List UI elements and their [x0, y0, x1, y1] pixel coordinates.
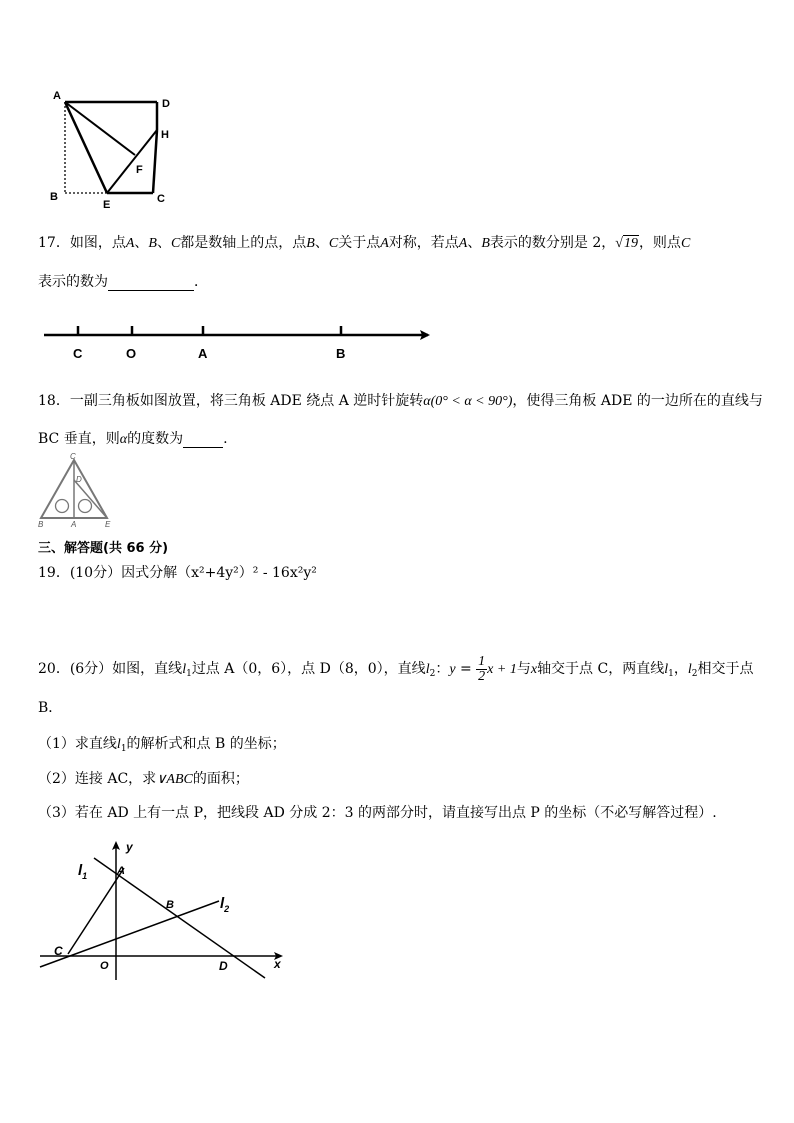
q17-line1: 17．如图，点A、B、C都是数轴上的点，点B、C关于点A对称，若点A、B表示的数分别是 2，√19，则点C: [38, 235, 691, 251]
tri-label-e: E: [105, 520, 111, 529]
fraction-one-half: $\frac{1}{2}$: [478, 653, 486, 684]
fig-label-d: D: [219, 959, 228, 973]
coordinate-figure: [36, 838, 296, 988]
label-b: B: [50, 191, 58, 203]
fig-label-l2: $l_2$: [220, 895, 230, 914]
square-figure: [40, 85, 190, 210]
q18-line2: BC 垂直，则α的度数为 .: [38, 431, 228, 447]
fig-label-c: C: [54, 944, 63, 958]
tri-label-b: B: [38, 520, 44, 529]
axis-label-o: O: [126, 346, 137, 361]
section-3-title: 三、解答题(共 66 分): [38, 541, 169, 556]
tri-label-a: A: [71, 520, 77, 529]
label-e: E: [103, 199, 111, 210]
label-a: A: [53, 90, 61, 102]
q20-sub3: （3）若在 AD 上有一点 P，把线段 AD 分成 2：3 的两部分时，请直接写出点 P 的坐标（不必写解答过程）.: [38, 805, 717, 821]
fig-label-l1: $l_1$: [78, 862, 88, 881]
fig-label-o: O: [100, 960, 109, 972]
axis-label-c: C: [73, 346, 83, 361]
q19-text: 19．(10分）因式分解（x²+4y²）² - 16x²y²: [38, 565, 317, 581]
tri-label-c: C: [70, 452, 76, 461]
axis-label-b: B: [336, 346, 346, 361]
set-square-figure: [36, 452, 120, 532]
answer-blank-17[interactable]: [108, 274, 194, 291]
fig-label-a: A: [117, 865, 125, 877]
label-h: H: [161, 129, 169, 141]
axis-label-a: A: [198, 346, 208, 361]
label-d: D: [162, 98, 170, 110]
tri-label-d: D: [76, 475, 82, 484]
sqrt-19: √19: [615, 236, 638, 251]
q17-line2: 表示的数为 ．: [38, 274, 208, 290]
number-line: [40, 318, 440, 364]
answer-blank-18[interactable]: [183, 431, 223, 448]
label-c: C: [157, 193, 165, 205]
q20-line2: B．: [38, 700, 63, 716]
q18-line1: 18．一副三角板如图放置，将三角板 ADE 绕点 A 逆时针旋转α(0° < α < 90°)，使得三角板 ADE 的一边所在的直线与: [38, 393, 763, 409]
fig-label-y: y: [126, 840, 133, 854]
q20-sub2: （2）连接 AC，求∨ABC的面积；: [38, 771, 249, 787]
label-f: F: [136, 164, 143, 176]
fig-label-b: B: [166, 899, 174, 911]
q20-line1: 20．(6分）如图，直线$l_1$过点 A（0，6），点 D（8，0），直线$l_2$：y = $\frac{1}{2}$ x + 1与x轴交于点 C，两直线$l_1$，$l_2$相交于点: [38, 653, 754, 684]
fig-label-x: x: [274, 957, 281, 971]
q20-sub1: （1）求直线$l_1$的解析式和点 B 的坐标；: [38, 736, 286, 754]
